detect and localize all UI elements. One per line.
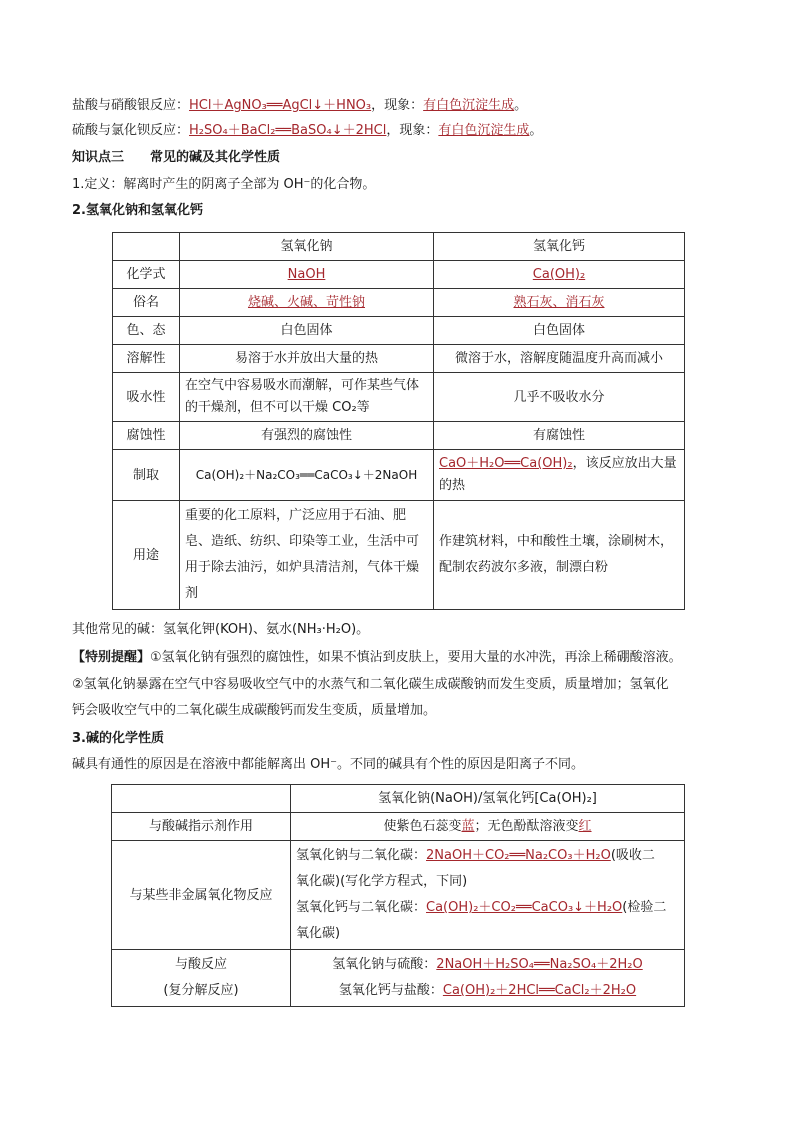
row-label: 化学式 — [113, 261, 180, 289]
equation-text: Ca(OH)₂＋CO₂══CaCO₃↓＋H₂O — [426, 900, 623, 915]
caoh2-cell — [434, 450, 685, 501]
row-label: 用途 — [113, 501, 180, 610]
common-name-text: 烧碱、火碱、苛性钠 — [247, 295, 365, 310]
reaction-mid: ，现象： — [371, 98, 424, 113]
reaction-lead: 氢氧化钠与硫酸： — [332, 957, 437, 972]
row-label-line: (复分解反应) — [163, 983, 239, 998]
row-label-line: 与酸反应 — [174, 957, 227, 972]
equation-note: ，该反应放出大量的热 — [439, 456, 677, 493]
naoh-cell: 易溶于水并放出大量的热 — [180, 345, 434, 373]
formula-text: NaOH — [287, 267, 326, 282]
reaction-phenomenon: 有白色沉淀生成 — [423, 98, 515, 113]
subsection-title: 3.碱的化学性质 — [72, 731, 164, 746]
equation-text: Ca(OH)₂＋2HCl══CaCl₂＋2H₂O — [442, 983, 637, 998]
subsection-intro: 碱具有通性的原因是在溶液中都能解离出 OH⁻。不同的碱具有个性的原因是阳离子不同。 — [72, 757, 585, 772]
table-header-row — [113, 233, 685, 261]
reaction-note: (检验二 — [622, 900, 667, 915]
common-name-text: 熟石灰、消石灰 — [513, 295, 605, 310]
reaction-line: 氧化碳) — [296, 926, 341, 941]
naoh-cell — [180, 289, 434, 317]
reaction-mid: ，现象： — [386, 123, 439, 138]
reaction-lead: 氢氧化钙与盐酸： — [338, 983, 443, 998]
table-row — [113, 345, 685, 373]
equation-text: CaO＋H₂O══Ca(OH)₂ — [439, 456, 573, 471]
indicator-text: 使紫色石蕊变 — [383, 819, 462, 834]
table-row — [113, 373, 685, 422]
indicator-cell — [291, 813, 685, 841]
table-row — [112, 841, 685, 950]
table-header-cell: 氢氧化钠 — [180, 233, 434, 261]
table-row — [113, 317, 685, 345]
nonmetal-oxide-cell — [291, 841, 685, 950]
row-label: 色、态 — [113, 317, 180, 345]
equation-text: 2NaOH＋H₂SO₄══Na₂SO₄＋2H₂O — [436, 957, 643, 972]
table-header-empty — [112, 785, 291, 813]
indicator-color-blue: 蓝 — [461, 819, 475, 834]
naoh-cell: Ca(OH)₂＋Na₂CO₃══CaCO₃↓＋2NaOH — [180, 450, 434, 501]
row-label: 吸水性 — [113, 373, 180, 422]
table-row — [113, 501, 685, 610]
reaction-lead: 氢氧化钠与二氧化碳： — [296, 848, 427, 863]
special-tip-line-2: ②氢氧化钠暴露在空气中容易吸收空气中的水蒸气和二氧化碳生成碳酸钠而发生变质，质量增加；氢氧化 — [72, 677, 669, 692]
naoh-cell: 重要的化工原料，广泛应用于石油、肥皂、造纸、纺织、印染等工业，生活中可用于除去油污，如炉具清洁剂，气体干燥剂 — [180, 501, 434, 610]
table-header-row — [112, 785, 685, 813]
table-row — [113, 450, 685, 501]
reaction-line — [296, 843, 679, 869]
row-label: 溶解性 — [113, 345, 180, 373]
row-label: 与酸碱指示剂作用 — [112, 813, 291, 841]
reaction-end: 。 — [529, 123, 543, 138]
reaction-line — [296, 895, 679, 921]
definition: 1.定义：解离时产生的阴离子全部为 OH⁻的化合物。 — [72, 177, 376, 192]
row-label — [112, 950, 291, 1007]
caoh2-cell: 几乎不吸收水分 — [434, 373, 685, 422]
table-row — [113, 289, 685, 317]
caoh2-cell — [434, 289, 685, 317]
reaction-line: 氧化碳)(写化学方程式，下同) — [296, 874, 468, 889]
table-header-cell: 氢氧化钙 — [434, 233, 685, 261]
section-title: 知识点三 常见的碱及其化学性质 — [72, 150, 281, 165]
special-tip-line-1 — [72, 648, 722, 668]
special-tip-line-3: 钙会吸收空气中的二氧化碳生成碳酸钙而发生变质，质量增加。 — [72, 703, 437, 718]
reaction-lead: 盐酸与硝酸银反应： — [72, 98, 190, 113]
caoh2-cell: 作建筑材料，中和酸性土壤，涂刷树木，配制农药波尔多液，制漂白粉 — [434, 501, 685, 610]
caoh2-cell: 微溶于水，溶解度随温度升高而减小 — [434, 345, 685, 373]
other-bases: 其他常见的碱：氢氧化钾(KOH)、氨水(NH₃·H₂O)。 — [72, 622, 370, 637]
equation-text: 2NaOH＋CO₂══Na₂CO₃＋H₂O — [426, 848, 611, 863]
row-label: 腐蚀性 — [113, 422, 180, 450]
reaction-lead: 氢氧化钙与二氧化碳： — [296, 900, 427, 915]
reaction-line — [296, 952, 679, 978]
naoh-cell: 有强烈的腐蚀性 — [180, 422, 434, 450]
base-properties-table — [111, 784, 685, 1007]
reaction-equation: H₂SO₄＋BaCl₂══BaSO₄↓＋2HCl — [189, 123, 387, 138]
caoh2-cell: 有腐蚀性 — [434, 422, 685, 450]
table-row — [112, 813, 685, 841]
naoh-cell — [180, 261, 434, 289]
special-tip-label: 【特别提醒】 — [72, 650, 151, 665]
naoh-cell: 在空气中容易吸水而潮解，可作某些气体的干燥剂，但不可以干燥 CO₂等 — [180, 373, 434, 422]
acid-reaction-cell — [291, 950, 685, 1007]
reaction-lead: 硫酸与氯化钡反应： — [72, 123, 190, 138]
subsection-title: 2.氢氧化钠和氢氧化钙 — [72, 203, 203, 218]
reaction-line — [296, 978, 679, 1004]
row-label: 俗名 — [113, 289, 180, 317]
table-row — [113, 261, 685, 289]
reaction-line-h2so4-bacl2 — [72, 121, 542, 141]
reaction-line-hcl-agno3 — [72, 96, 527, 116]
naoh-caoh2-table — [112, 232, 685, 610]
row-label: 制取 — [113, 450, 180, 501]
table-row — [113, 422, 685, 450]
reaction-phenomenon: 有白色沉淀生成 — [438, 123, 530, 138]
reaction-note: (吸收二 — [610, 848, 655, 863]
special-tip-text: ①氢氧化钠有强烈的腐蚀性，如果不慎沾到皮肤上，要用大量的水冲洗，再涂上稀硼酸溶液。 — [150, 650, 682, 665]
table-header-cell: 氢氧化钠(NaOH)/氢氧化钙[Ca(OH)₂] — [291, 785, 685, 813]
reaction-end: 。 — [514, 98, 528, 113]
indicator-color-red: 红 — [578, 819, 592, 834]
formula-text: Ca(OH)₂ — [532, 267, 586, 282]
row-label: 与某些非金属氧化物反应 — [112, 841, 291, 950]
caoh2-cell — [434, 261, 685, 289]
table-row — [112, 950, 685, 1007]
indicator-text: ；无色酚酞溶液变 — [474, 819, 579, 834]
reaction-equation: HCl＋AgNO₃══AgCl↓＋HNO₃ — [189, 98, 372, 113]
table-header-cell — [113, 233, 180, 261]
naoh-cell: 白色固体 — [180, 317, 434, 345]
caoh2-cell: 白色固体 — [434, 317, 685, 345]
